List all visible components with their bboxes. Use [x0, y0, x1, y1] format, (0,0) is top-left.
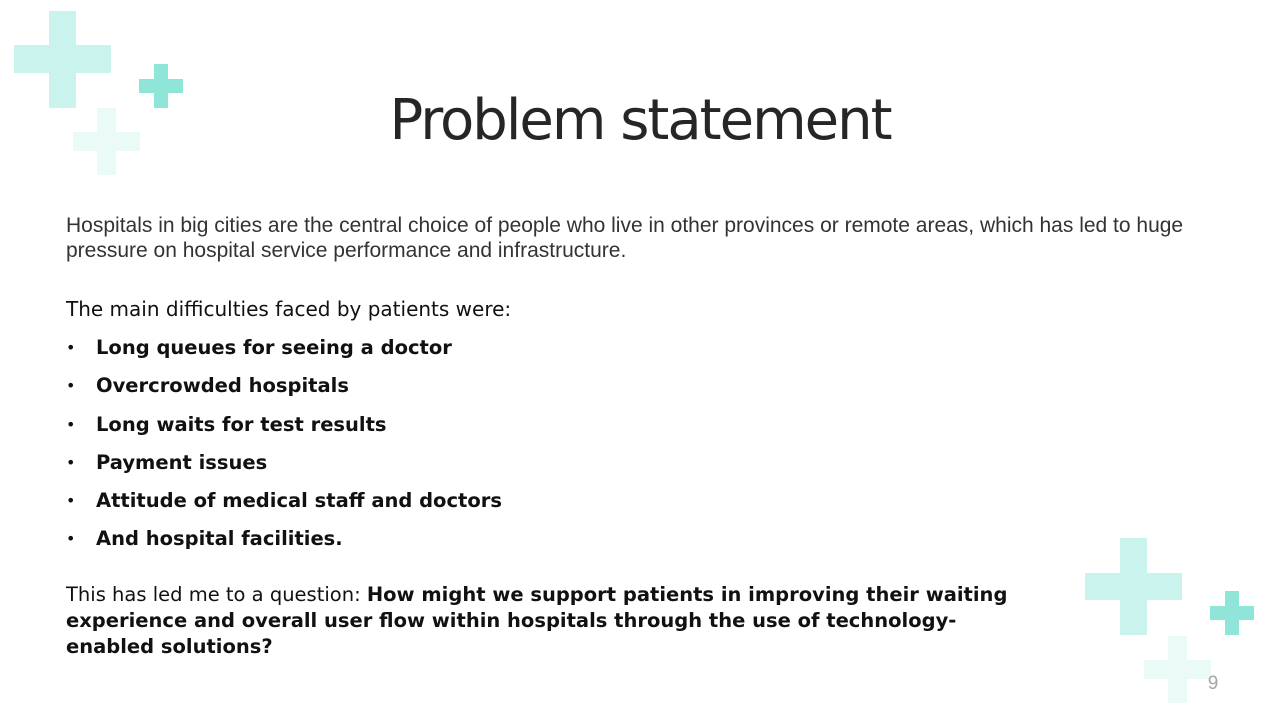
list-item-text: Attitude of medical staff and doctors — [96, 489, 502, 513]
bullet-icon: • — [66, 338, 76, 357]
medical-cross-icon — [1085, 538, 1182, 635]
difficulties-lead: The main difficulties faced by patients were: — [66, 297, 512, 321]
list-item-text: And hospital facilities. — [96, 527, 343, 551]
list-item-text: Long queues for seeing a doctor — [96, 336, 452, 359]
bullet-icon: • — [66, 376, 76, 396]
question-prefix: This has led me to a question: — [66, 583, 367, 606]
bullet-icon: • — [66, 491, 76, 511]
slide-title: Problem statement — [389, 88, 891, 153]
list-item-text: Overcrowded hospitals — [96, 374, 349, 398]
question-paragraph — [66, 582, 1016, 660]
page-number: 9 — [1207, 673, 1219, 694]
question-text: How might we support patients in improving their waiting experience and overall user flow within hospitals through the use of technology-enabled solutions? — [66, 583, 1008, 658]
intro-paragraph: Hospitals in big cities are the central choice of people who live in other provinces or remote areas, which has led to huge pressure on hospital service performance and infrastructure. — [66, 214, 1184, 262]
bullet-icon: • — [66, 529, 76, 549]
medical-cross-icon — [1210, 591, 1254, 635]
bullet-icon: • — [66, 414, 76, 434]
list-item-text: Payment issues — [96, 450, 268, 474]
bullet-icon: • — [66, 452, 76, 472]
list-item-text: Long waits for test results — [96, 412, 387, 436]
